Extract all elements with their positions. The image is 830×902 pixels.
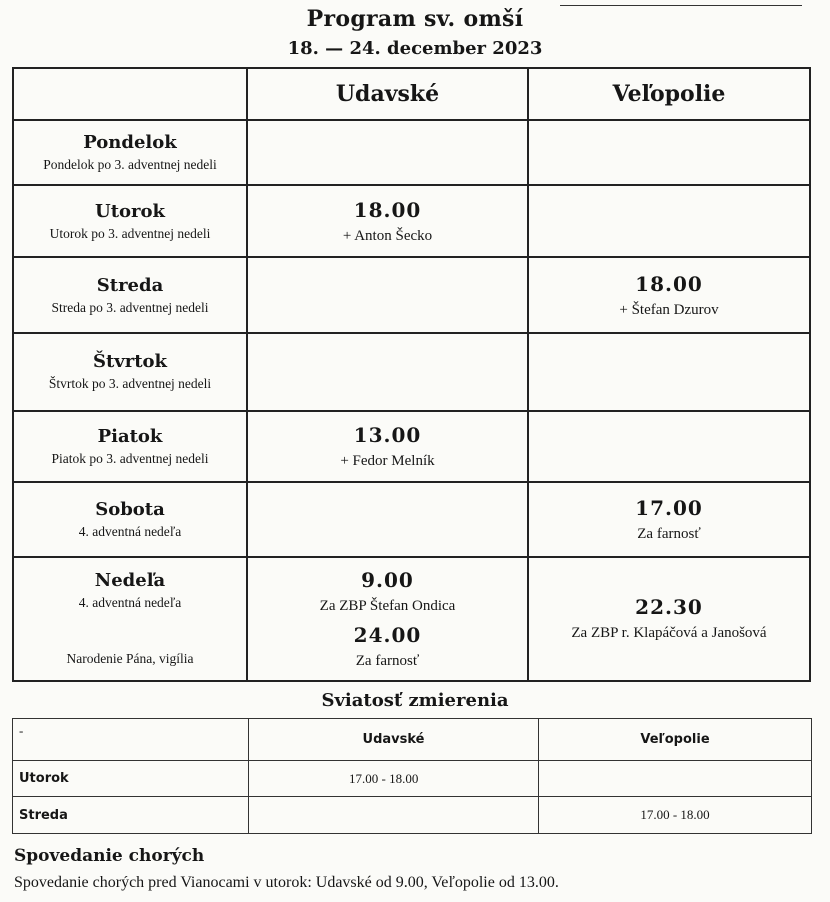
- confession-time-udavske: 17.00 - 18.00: [249, 761, 539, 797]
- column-header-velopolie: Veľopolie: [528, 68, 810, 120]
- day-cell: [13, 411, 247, 482]
- mass-time: 24.00: [353, 622, 422, 647]
- day-description: Streda po 3. adventnej nedeli: [51, 299, 209, 315]
- column-header-velopolie: Veľopolie: [539, 719, 812, 761]
- mass-time: 13.00: [353, 422, 422, 447]
- mass-cell-udavske: [247, 557, 528, 681]
- day-cell: [13, 120, 247, 185]
- mass-intention: Za farnosť: [355, 652, 420, 669]
- mass-cell-velopolie: [528, 557, 810, 681]
- mass-intention: + Štefan Dzurov: [619, 301, 719, 318]
- day-name: Nedeľa: [94, 570, 166, 592]
- date-range: 18. — 24. december 2023: [287, 38, 543, 59]
- mass-intention: Za farnosť: [637, 525, 701, 542]
- corner-cell: [13, 68, 247, 120]
- mass-intention: + Fedor Melník: [340, 452, 435, 469]
- mass-time: 17.00: [635, 495, 703, 520]
- table-row: [13, 185, 810, 257]
- confession-day: Streda: [13, 797, 249, 834]
- mass-cell-udavske: [247, 185, 528, 257]
- mass-intention: + Anton Šecko: [342, 227, 433, 244]
- mass-cell-udavske: [247, 257, 528, 333]
- page-title: Program sv. omší: [306, 6, 524, 32]
- table-row: [13, 761, 812, 797]
- mass-time: 9.00: [361, 567, 414, 592]
- day-name: Piatok: [97, 425, 163, 447]
- confession-time-velopolie: [539, 761, 812, 797]
- sick-confession-text: Spovedanie chorých pred Vianocami v utorok: Udavské od 9.00, Veľopolie od 13.00.: [14, 874, 559, 891]
- table-row: [13, 333, 810, 410]
- mass-cell-velopolie: [528, 333, 810, 410]
- day-name: Utorok: [95, 200, 165, 222]
- mass-cell-udavske: [247, 333, 528, 410]
- mass-cell-velopolie: [528, 411, 810, 482]
- corner-cell: -: [13, 719, 249, 761]
- mass-cell-velopolie: [528, 120, 810, 185]
- day-description: Utorok po 3. adventnej nedeli: [49, 225, 211, 241]
- confession-table: [12, 718, 812, 834]
- day-cell: [13, 257, 247, 333]
- day-cell: [13, 557, 247, 681]
- table-row: [13, 257, 810, 333]
- day-name: Sobota: [95, 498, 165, 520]
- day-cell: [13, 333, 247, 410]
- mass-cell-udavske: [247, 482, 528, 557]
- mass-cell-velopolie: [528, 257, 810, 333]
- confession-time-velopolie: 17.00 - 18.00: [539, 797, 812, 834]
- table-row: [13, 411, 810, 482]
- table-row: [13, 557, 810, 681]
- mass-time: 22.30: [635, 595, 703, 620]
- day-description: 4. adventná nedeľa: [78, 595, 182, 611]
- day-cell: [13, 185, 247, 257]
- confession-day: Utorok: [13, 761, 249, 797]
- mass-cell-udavske: [247, 411, 528, 482]
- mass-cell-velopolie: [528, 185, 810, 257]
- column-header-udavske: Udavské: [247, 68, 528, 120]
- mass-time: 18.00: [353, 197, 422, 222]
- table-header-row: [13, 719, 812, 761]
- mass-intention: Za ZBP r. Klapáčová a Janošová: [571, 625, 767, 642]
- sick-confession-title: Spovedanie chorých: [14, 846, 205, 866]
- day-description: Pondelok po 3. adventnej nedeli: [43, 157, 217, 173]
- mass-schedule-table: [12, 67, 811, 682]
- day-description: Piatok po 3. adventnej nedeli: [51, 450, 209, 466]
- spacer: [248, 615, 527, 623]
- confession-time-udavske: [249, 797, 539, 834]
- table-row: [13, 120, 810, 185]
- column-header-udavske: Udavské: [249, 719, 539, 761]
- day-cell: [13, 482, 247, 557]
- confession-title: Sviatosť zmierenia: [321, 690, 509, 711]
- mass-cell-udavske: [247, 120, 528, 185]
- day-description: Štvrtok po 3. adventnej nedeli: [48, 376, 212, 392]
- day-description: 4. adventná nedeľa: [78, 523, 182, 539]
- day-name: Pondelok: [83, 132, 177, 154]
- day-note: Narodenie Pána, vigília: [66, 651, 194, 667]
- mass-intention: Za ZBP Štefan Ondica: [319, 597, 456, 614]
- table-row: [13, 797, 812, 834]
- table-row: [13, 482, 810, 557]
- mass-time: 18.00: [635, 271, 703, 296]
- table-header-row: [13, 68, 810, 120]
- mass-cell-velopolie: [528, 482, 810, 557]
- day-name: Štvrtok: [92, 351, 168, 373]
- day-name: Streda: [96, 274, 164, 296]
